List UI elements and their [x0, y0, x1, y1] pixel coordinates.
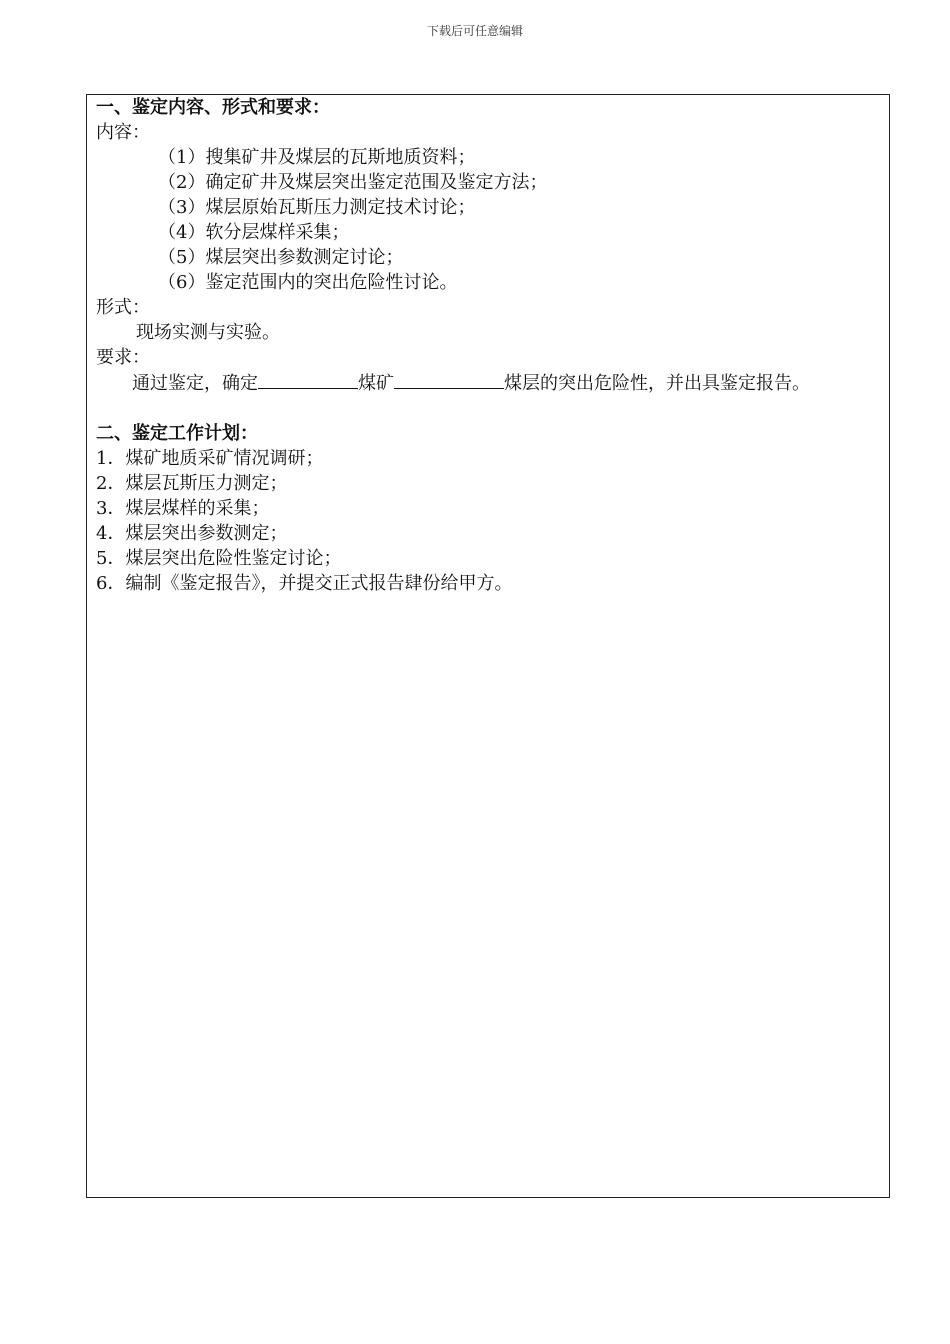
requirement-label: 要求： [96, 347, 150, 368]
content-item: （3）煤层原始瓦斯压力测定技术讨论； [158, 197, 476, 218]
form-text: 现场实测与实验。 [136, 322, 280, 343]
section1-title: 一、鉴定内容、形式和要求： [96, 97, 330, 118]
content-item: （1）搜集矿井及煤层的瓦斯地质资料； [158, 147, 476, 168]
plan-item: 4．煤层突出参数测定； [96, 523, 288, 544]
requirement-text-part1: 通过鉴定，确定 [132, 373, 258, 394]
page-header-note: 下载后可任意编辑 [426, 24, 523, 38]
requirement-text-part2: 煤矿 [358, 373, 394, 394]
form-label: 形式： [96, 297, 150, 318]
document-frame [86, 94, 890, 1198]
requirement-paragraph [96, 370, 881, 396]
section2-title: 二、鉴定工作计划： [96, 423, 258, 444]
content-label: 内容： [96, 122, 150, 143]
content-item: （6）鉴定范围内的突出危险性讨论。 [158, 272, 458, 293]
requirement-text-part3: 煤层的突出危险性，并出具鉴定报告。 [504, 373, 810, 394]
plan-item: 2．煤层瓦斯压力测定； [96, 473, 288, 494]
plan-item: 5．煤层突出危险性鉴定讨论； [96, 548, 342, 569]
plan-item: 3．煤层煤样的采集； [96, 498, 270, 519]
mine-name-blank[interactable] [258, 370, 358, 389]
content-item: （2）确定矿井及煤层突出鉴定范围及鉴定方法； [158, 172, 548, 193]
content-item: （5）煤层突出参数测定讨论； [158, 247, 404, 268]
content-item: （4）软分层煤样采集； [158, 222, 350, 243]
section-spacer [96, 396, 881, 421]
plan-item: 6．编制《鉴定报告》，并提交正式报告肆份给甲方。 [96, 573, 513, 594]
plan-item: 1．煤矿地质采矿情况调研； [96, 448, 324, 469]
seam-name-blank[interactable] [394, 370, 504, 389]
